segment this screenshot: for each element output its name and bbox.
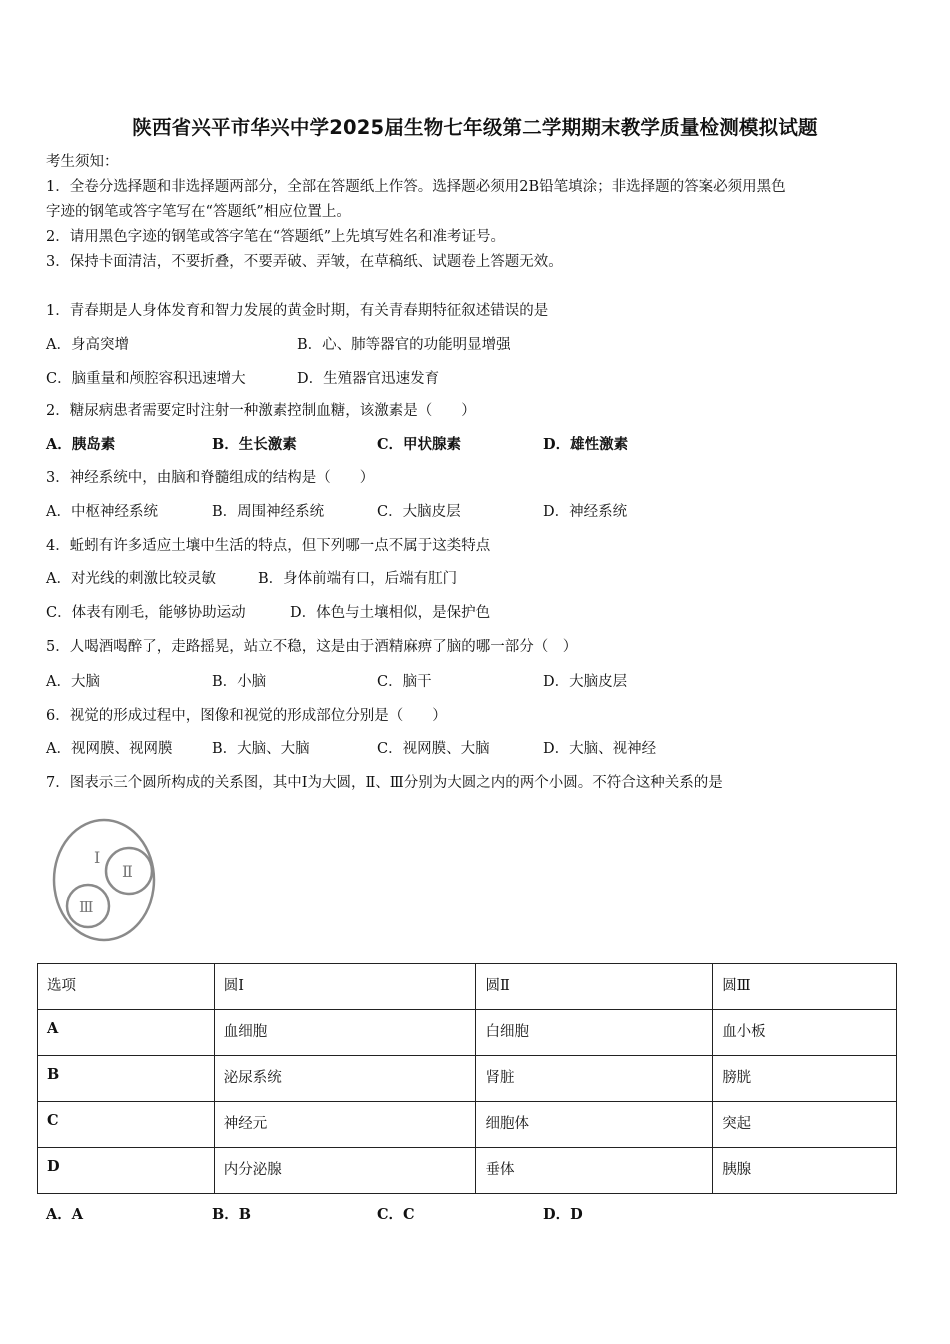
- table-cell: D: [38, 1148, 215, 1194]
- page-title: 陕西省兴平市华兴中学2025届生物七年级第二学期期末教学质量检测模拟试题: [132, 116, 818, 139]
- table-row: [38, 1148, 897, 1194]
- large-circle: [54, 820, 154, 940]
- table-cell: 垂体: [476, 1148, 713, 1194]
- option: A．身高突增: [46, 337, 129, 353]
- label-ii: Ⅱ: [122, 862, 133, 881]
- table-cell: 内分泌腺: [214, 1148, 476, 1194]
- notes-item: 字迹的钢笔或答字笔写在“答题纸”相应位置上。: [46, 204, 351, 220]
- table-cell: 白细胞: [476, 1010, 713, 1056]
- table-row: [38, 1102, 897, 1148]
- table-cell: 泌尿系统: [214, 1056, 476, 1102]
- option: D．大脑、视神经: [543, 741, 657, 757]
- option: B．B: [212, 1206, 252, 1223]
- table-cell: 肾脏: [476, 1056, 713, 1102]
- circle-relationship-diagram: [50, 815, 160, 945]
- option: D．雄性激素: [543, 436, 629, 453]
- option: A．中枢神经系统: [46, 504, 158, 520]
- table-header-row: [38, 964, 897, 1010]
- table-cell: 血小板: [713, 1010, 897, 1056]
- option: D．神经系统: [543, 504, 628, 520]
- question-stem: 1．青春期是人身体发育和智力发展的黄金时期，有关青春期特征叙述错误的是: [46, 303, 549, 319]
- option: D．D: [543, 1206, 583, 1223]
- option: A．A: [46, 1206, 84, 1223]
- option: B．小脑: [212, 674, 267, 690]
- question-stem: 3．神经系统中，由脑和脊髓组成的结构是（ ）: [46, 470, 375, 486]
- option: D．生殖器官迅速发育: [297, 371, 440, 387]
- option: A．对光线的刺激比较灵敏: [46, 571, 216, 587]
- option: C．脑干: [377, 674, 432, 690]
- table-cell: A: [38, 1010, 215, 1056]
- table-header-cell: 圆Ⅲ: [713, 964, 897, 1010]
- option: A．胰岛素: [46, 436, 116, 453]
- table-row: [38, 1010, 897, 1056]
- question-stem: 5．人喝酒喝醉了，走路摇晃，站立不稳，这是由于酒精麻痹了脑的哪一部分（ ）: [46, 639, 578, 655]
- option: C．脑重量和颅腔容积迅速增大: [46, 371, 246, 387]
- option: C．甲状腺素: [377, 436, 462, 453]
- option: C．体表有刚毛，能够协助运动: [46, 605, 246, 621]
- question-stem: 6．视觉的形成过程中，图像和视觉的形成部位分别是（ ）: [46, 708, 447, 724]
- question-stem: 2．糖尿病患者需要定时注射一种激素控制血糖，该激素是（ ）: [46, 403, 476, 419]
- option: B．身体前端有口，后端有肛门: [258, 571, 458, 587]
- table-cell: 胰腺: [713, 1148, 897, 1194]
- option: C．大脑皮层: [377, 504, 461, 520]
- option: D．大脑皮层: [543, 674, 628, 690]
- table-cell: 细胞体: [476, 1102, 713, 1148]
- table-cell: 血细胞: [214, 1010, 476, 1056]
- option: B．周围神经系统: [212, 504, 325, 520]
- option: B．大脑、大脑: [212, 741, 310, 757]
- question-stem: 4．蚯蚓有许多适应土壤中生活的特点，但下列哪一点不属于这类特点: [46, 538, 491, 554]
- notes-label: 考生须知：: [46, 154, 119, 170]
- table-header-cell: 圆Ⅱ: [476, 964, 713, 1010]
- table-cell: 膀胱: [713, 1056, 897, 1102]
- option: C．C: [377, 1206, 415, 1223]
- option: B．生长激素: [212, 436, 297, 453]
- table-header-cell: 圆Ⅰ: [214, 964, 476, 1010]
- label-iii: Ⅲ: [79, 898, 94, 916]
- option: C．视网膜、大脑: [377, 741, 490, 757]
- question-stem: 7．图表示三个圆所构成的关系图，其中Ⅰ为大圆，Ⅱ、Ⅲ分别为大圆之内的两个小圆。不符合这种关系的是: [46, 775, 723, 791]
- notes-item: 3．保持卡面清洁，不要折叠，不要弄破、弄皱，在草稿纸、试题卷上答题无效。: [46, 254, 563, 270]
- table-cell: 突起: [713, 1102, 897, 1148]
- option: B．心、肺等器官的功能明显增强: [297, 337, 511, 353]
- table-cell: 神经元: [214, 1102, 476, 1148]
- table-cell: B: [38, 1056, 215, 1102]
- option: A．视网膜、视网膜: [46, 741, 173, 757]
- answer-table: [37, 963, 897, 1194]
- table-header-cell: 选项: [38, 964, 215, 1010]
- table-cell: C: [38, 1102, 215, 1148]
- notes-item: 1．全卷分选择题和非选择题两部分，全部在答题纸上作答。选择题必须用2B铅笔填涂；非选择题的答案必须用黑色: [46, 179, 786, 195]
- label-i: Ⅰ: [94, 848, 101, 867]
- notes-item: 2．请用黑色字迹的钢笔或答字笔在“答题纸”上先填写姓名和准考证号。: [46, 229, 506, 245]
- option: A．大脑: [46, 674, 100, 690]
- table-row: [38, 1056, 897, 1102]
- option: D．体色与土壤相似，是保护色: [290, 605, 491, 621]
